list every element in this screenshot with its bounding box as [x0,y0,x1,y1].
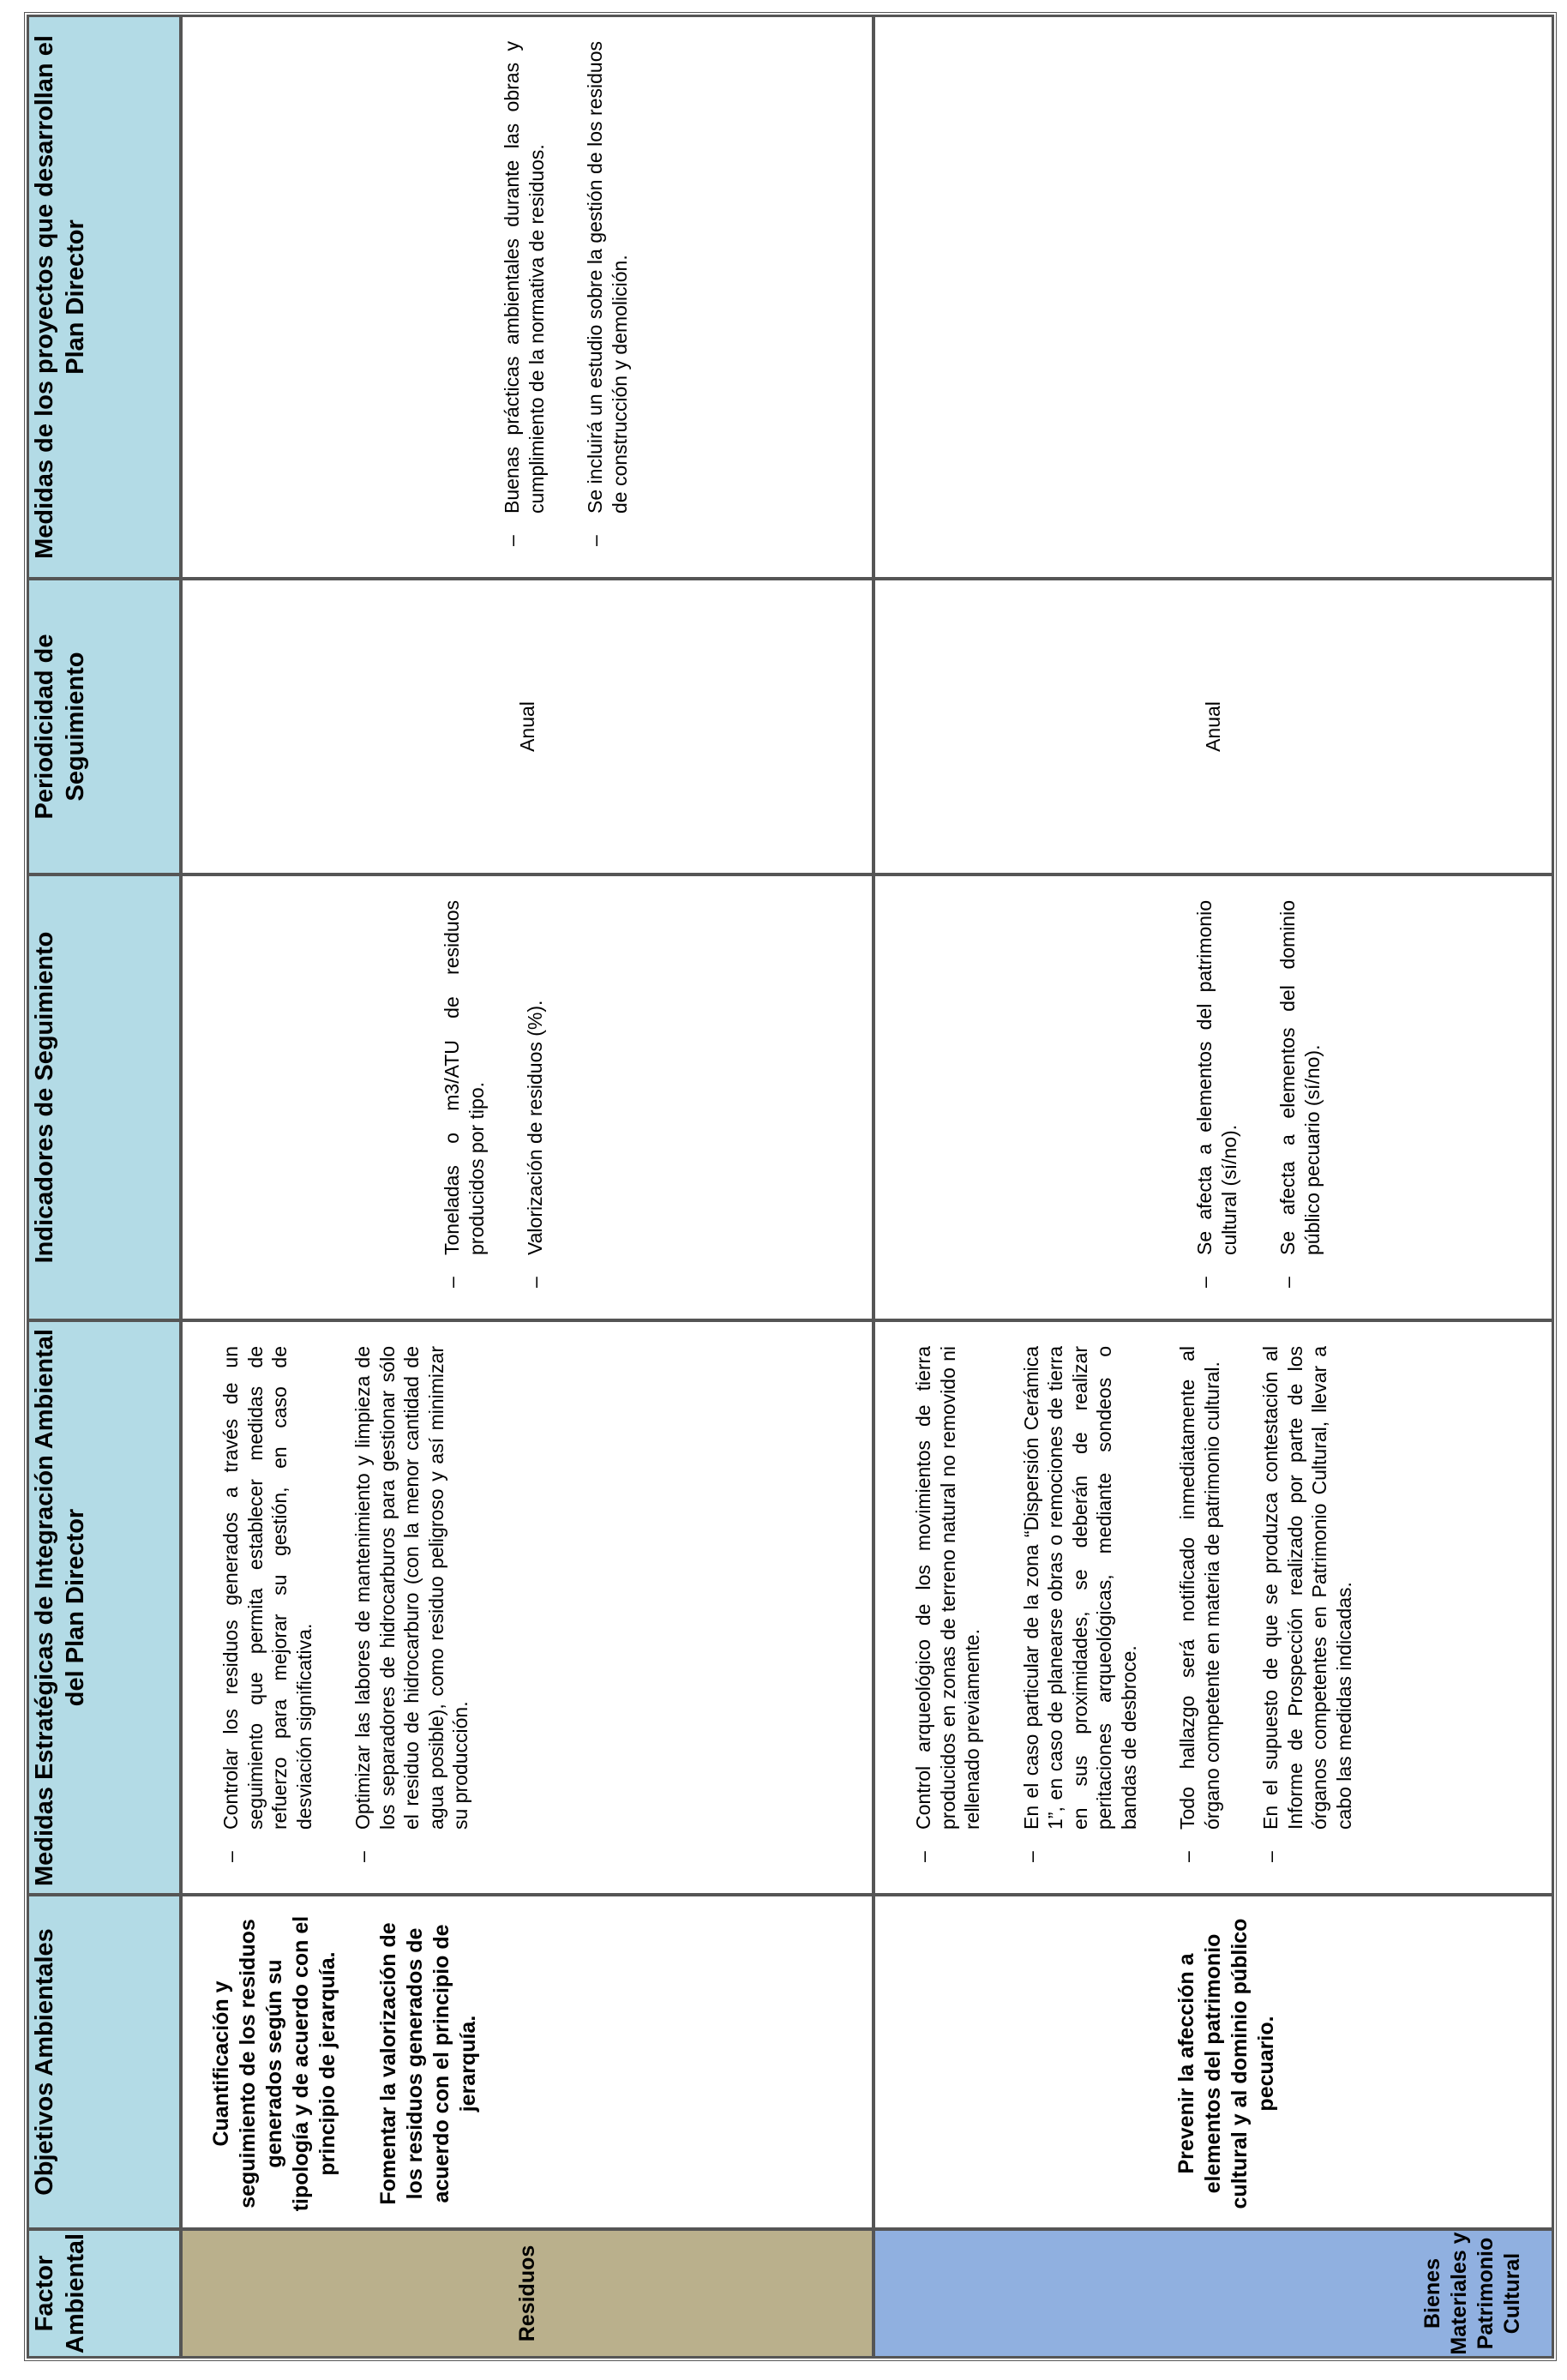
objetivo-item: Fomentar la valorización de los residuos generados de acuerdo con el principio de jerarquía. [376,1922,480,2205]
indicador-item: – Se afecta a elementos del dominio público pecuario (sí/no). [1276,876,1324,1288]
medida-item: – En el caso particular de la zona “Dispersión Cerámica 1”, en caso de planearse obras o remociones de tierra en sus proximidades, se deberán de realizar peritaciones arqueológicas, mediante sondeos o bandas de desbroce. [1019,1322,1142,1862]
header-factor: Factor Ambiental [27,2229,181,2358]
medidas-cell [874,1320,1553,1895]
medidas-proyectos-cell [181,15,874,579]
header-row [27,15,181,2358]
medida-item: – Todo hallazgo será notificado inmediatamente al órgano competente en materia de patrimonio cultural. [1175,1322,1224,1862]
objetivos-cell [181,1895,874,2229]
medidas-proyectos-cell [874,15,1553,579]
indicadores-cell [874,874,1553,1320]
medidas-cell [181,1320,874,1895]
factor-cell-bienes-materiales: Bienes Materiales y Patrimonio Cultural [874,2229,1553,2358]
table-row-residuos [181,15,874,2358]
objetivo-item: Cuantificación y seguimiento de los residuos generados según su tipología y de acuerdo con el principio de jerarquía. [209,1915,339,2212]
indicadores-cell [181,874,874,1320]
periodicidad-cell: Anual [874,579,1553,874]
header-periodicidad: Periodicidad de Seguimiento [27,579,181,874]
indicador-item: – Toneladas o m3/ATU de residuos producidos por tipo. [440,876,489,1288]
indicador-item: – Se afecta a elementos del patrimonio cultural (sí/no). [1192,876,1241,1288]
objetivo-item: Prevenir la afección a elementos del patrimonio cultural y al dominio público pecuario. [1174,1918,1278,2209]
header-medidas-proyectos: Medidas de los proyectos que desarrollan el Plan Director [27,15,181,579]
medida-item: – En el supuesto de que se produzca contestación al Informe de Prospección realizado por parte de los órganos competentes en Patrimonio Cultural, llevar a cabo las medidas indicadas. [1258,1322,1356,1862]
header-medidas-estrategicas: Medidas Estratégicas de Integración Ambiental del Plan Director [27,1320,181,1895]
periodicidad-cell: Anual [181,579,874,874]
indicador-item: – Valorización de residuos (%). [523,876,548,1288]
header-objetivos: Objetivos Ambientales [27,1895,181,2229]
medida-item: – Optimizar las labores de mantenimiento y limpieza de los separadores de hidrocarburos para gestionar sólo el residuo de hidrocarburo (con la menor cantidad de agua posible), como residuo peligroso y así minimizar su producción. [351,1322,473,1862]
header-indicadores: Indicadores de Seguimiento [27,874,181,1320]
table-row-bienes-materiales [874,15,1553,2358]
medida-item: – Control arqueológico de los movimientos de tierra producidos en zonas de terreno natural no removido ni rellenado previamente. [911,1322,985,1862]
objetivos-cell [874,1895,1553,2229]
medida-item: – Controlar los residuos generados a través de un seguimiento que permita establecer medidas de refuerzo para mejorar su gestión, en caso de desviación significativa. [219,1322,316,1862]
environmental-monitoring-table [24,12,1557,2361]
factor-cell-residuos: Residuos [181,2229,874,2358]
medida-proyecto-item: – Se incluirá un estudio sobre la gestión de los residuos de construcción y demolición. [583,17,632,546]
medida-proyecto-item: – Buenas prácticas ambientales durante las obras y cumplimiento de la normativa de residuos. [500,17,549,546]
